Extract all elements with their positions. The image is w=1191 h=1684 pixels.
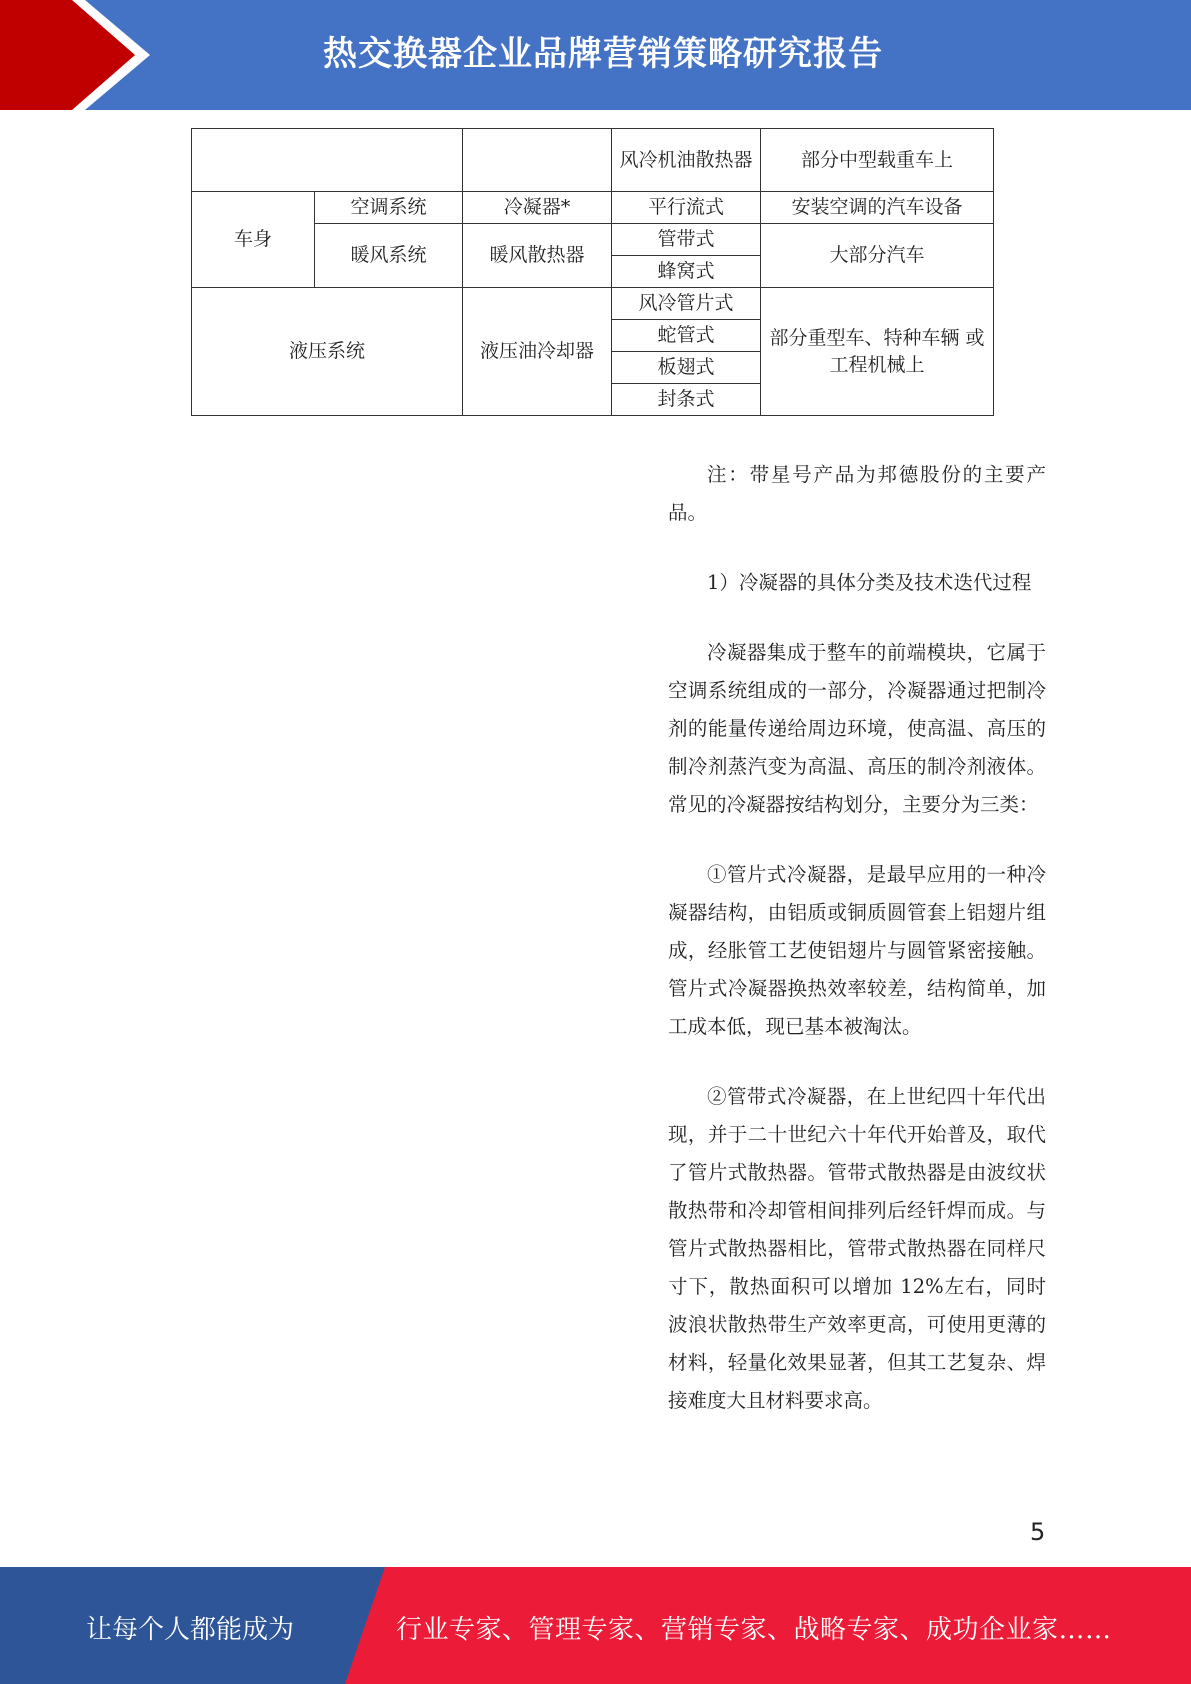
table-cell: 蜂窝式 [612,256,761,288]
table-cell [192,129,463,192]
page-number: 5 [1030,1518,1046,1546]
table-cell: 暖风散热器 [463,224,612,288]
body-text [668,456,1046,1452]
table-cell: 车身 [192,192,315,288]
table-cell: 管带式 [612,224,761,256]
paragraph: ②管带式冷凝器，在上世纪四十年代出现，并于二十世纪六十年代开始普及，取代了管片式散热器。管带式散热器是由波纹状散热带和冷却管相间排列后经钎焊而成。与管片式散热器相比，管带式散热器在同样尺寸下，散热面积可以增加 12%左右，同时波浪状散热带生产效率更高，可使用更薄的材料，轻量化效果显著，但其工艺复杂、焊接难度大且材料要求高。 [668,1085,1046,1412]
report-title: 热交换器企业品牌营销策略研究报告 [323,34,883,74]
footer-slogan-right: 行业专家、管理专家、营销专家、战略专家、成功企业家…… [396,1615,1112,1645]
table-cell: 部分中型载重车上 [761,129,994,192]
table-cell [463,129,612,192]
table-cell: 暖风系统 [315,224,463,288]
paragraph: ①管片式冷凝器，是最早应用的一种冷凝器结构，由铝质或铜质圆管套上铝翅片组成，经胀管工艺使铝翅片与圆管紧密接触。管片式冷凝器换热效率较差，结构简单，加工成本低，现已基本被淘汰。 [668,863,1046,1038]
table-cell: 液压油冷却器 [463,288,612,416]
table-cell: 液压系统 [192,288,463,416]
table-cell: 平行流式 [612,192,761,224]
header-banner [0,0,1191,110]
heat-exchanger-table [191,128,994,416]
table-cell: 风冷管片式 [612,288,761,320]
table-note: 注：带星号产品为邦德股份的主要产品。 [668,463,1046,524]
table-cell: 蛇管式 [612,320,761,352]
table-cell: 空调系统 [315,192,463,224]
footer-slogan-left: 让每个人都能成为 [85,1615,294,1645]
table-cell: 封条式 [612,384,761,416]
table-row [192,288,994,320]
footer-banner [0,1567,1191,1684]
table-cell: 大部分汽车 [761,224,994,288]
table-cell: 风冷机油散热器 [612,129,761,192]
table-cell: 冷凝器* [463,192,612,224]
table-row [192,129,994,192]
paragraph: 冷凝器集成于整车的前端模块，它属于空调系统组成的一部分，冷凝器通过把制冷剂的能量传递给周边环境，使高温、高压的制冷剂蒸汽变为高温、高压的制冷剂液体。常见的冷凝器按结构划分，主要分为三类： [668,641,1046,816]
table-cell: 安装空调的汽车设备 [761,192,994,224]
table-row [192,192,994,224]
table-cell: 部分重型车、特种车辆 或工程机械上 [761,288,994,416]
section-heading: 1）冷凝器的具体分类及技术迭代过程 [707,571,1032,594]
table-cell: 板翅式 [612,352,761,384]
